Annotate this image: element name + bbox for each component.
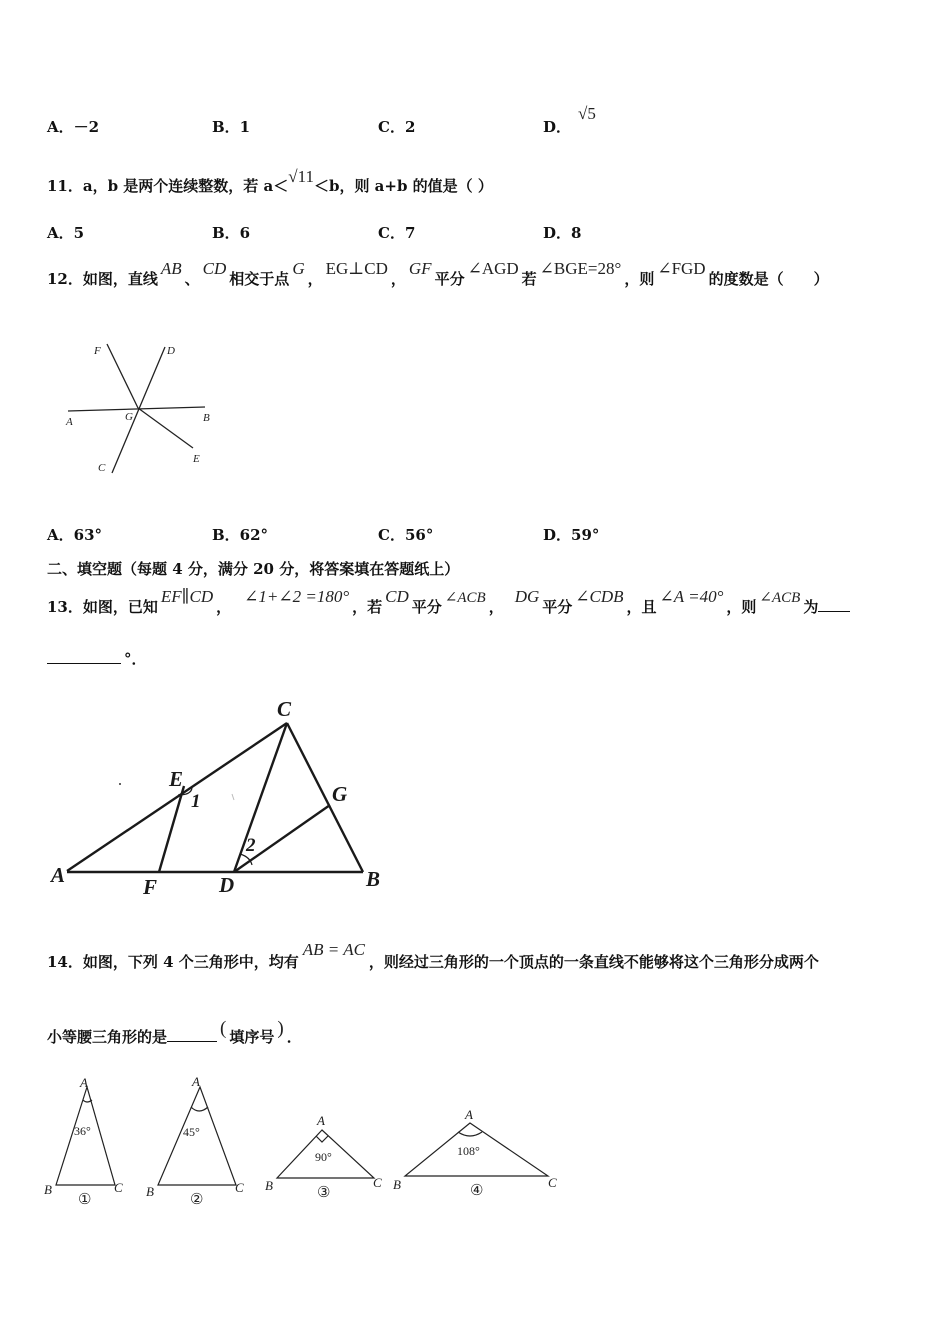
label-f: F xyxy=(143,875,158,899)
line-ab xyxy=(68,407,205,411)
label-e: E xyxy=(169,767,184,791)
q10-option-d: D． xyxy=(543,118,572,136)
stray-dot xyxy=(119,783,121,785)
q14-blank[interactable] xyxy=(167,1027,217,1042)
t2-label-b: B xyxy=(146,1184,154,1199)
q11-option-a: A．5 xyxy=(47,224,85,242)
q12-option-d: D．59° xyxy=(543,526,600,544)
section-heading: 二、填空题（每题 4 分，满分 20 分，将答案填在答题纸上） xyxy=(47,560,460,578)
q10-option-d-radical: √5 xyxy=(578,104,596,123)
q13-stem: 13．如图，已知EF∥CD，∠1+∠2 =180°，若CD平分 ∠ACB ，DG平分∠CDB，且∠A =40°，则 ∠ACB 为 xyxy=(47,596,850,617)
triangle-3-right-angle xyxy=(316,1136,328,1142)
segment-fe xyxy=(159,786,184,872)
label-d: D xyxy=(219,873,235,897)
label-1: 1 xyxy=(191,791,201,812)
label-a: A xyxy=(51,863,66,887)
stray-mark xyxy=(232,794,234,800)
q12-option-a: A．63° xyxy=(47,526,103,544)
label-g: G xyxy=(332,782,348,806)
q13-answer-line: °． xyxy=(47,648,147,669)
label-a: A xyxy=(66,416,73,428)
q11-option-d: D．8 xyxy=(543,224,582,242)
q13-blank-start[interactable] xyxy=(818,597,850,612)
label-g: G xyxy=(125,411,133,423)
label-b: B xyxy=(366,867,381,891)
t4-label-a: A xyxy=(465,1107,473,1122)
triangle-2-arc xyxy=(191,1107,208,1111)
q12-figure xyxy=(60,340,230,480)
triangle-4-arc xyxy=(458,1132,482,1136)
q11-stem: 11．a，b 是两个连续整数，若 a＜√11＜b，则 a+b 的值是（ ） xyxy=(47,167,493,195)
t1-index: ① xyxy=(78,1192,92,1208)
label-f: F xyxy=(94,345,101,357)
q12-stem: 12．如图，直线AB、CD相交于点G，EG⊥CD，GF平分∠AGD若∠BGE=28°，则∠FGD的度数是（ ） xyxy=(47,259,829,288)
q12-option-c: C．56° xyxy=(378,526,434,544)
label-d: D xyxy=(167,345,175,357)
t1-label-b: B xyxy=(44,1182,52,1197)
t1-label-c: C xyxy=(114,1180,123,1195)
q14-figures xyxy=(40,1070,570,1210)
label-e: E xyxy=(193,453,200,465)
t3-label-b: B xyxy=(265,1178,273,1193)
t2-label-a: A xyxy=(192,1074,200,1089)
t1-label-a: A xyxy=(80,1075,88,1090)
t4-label-c: C xyxy=(548,1175,557,1190)
segment-cb xyxy=(287,723,363,872)
t1-angle: 36° xyxy=(74,1124,91,1138)
t2-angle: 45° xyxy=(183,1125,200,1139)
line-ge xyxy=(138,408,193,448)
label-2: 2 xyxy=(246,835,256,856)
q11-option-c: C．7 xyxy=(378,224,416,242)
q10-option-b: B．1 xyxy=(212,118,251,136)
q10-option-c: C．2 xyxy=(378,118,416,136)
label-c: C xyxy=(277,697,292,721)
t3-angle: 90° xyxy=(315,1150,332,1164)
t3-label-a: A xyxy=(317,1113,325,1128)
t2-index: ② xyxy=(190,1192,204,1208)
label-b: B xyxy=(203,412,210,424)
t4-label-b: B xyxy=(393,1177,401,1192)
t3-index: ③ xyxy=(317,1185,331,1201)
q14-stem: 14．如图，下列 4 个三角形中，均有AB = AC，则经过三角形的一个顶点的一条直线不能够将这个三角形分成两个 xyxy=(47,940,819,971)
q12-option-b: B．62° xyxy=(212,526,269,544)
line-gf xyxy=(107,344,138,408)
t2-label-c: C xyxy=(235,1180,244,1195)
q13-figure xyxy=(50,695,390,899)
label-c: C xyxy=(98,462,106,474)
q11-option-b: B．6 xyxy=(212,224,251,242)
q10-option-a: A．－2 xyxy=(47,118,100,136)
q13-blank[interactable] xyxy=(47,649,121,664)
segment-dc xyxy=(234,723,287,872)
t4-index: ④ xyxy=(470,1183,484,1199)
t3-label-c: C xyxy=(373,1175,382,1190)
q14-line2: 小等腰三角形的是 ( 填序号 ) ． xyxy=(47,1018,302,1046)
t4-angle: 108° xyxy=(457,1144,480,1158)
